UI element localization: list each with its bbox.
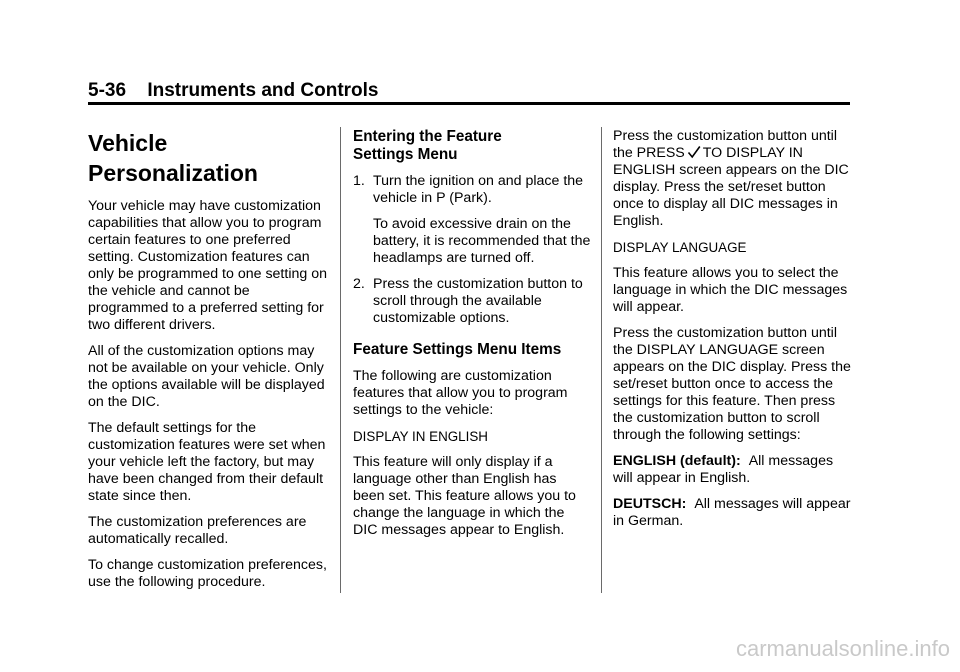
section-title: Instruments and Controls xyxy=(147,80,379,101)
list-item xyxy=(353,276,591,327)
paragraph: The default settings for the customization features were set when your vehicle left the factory, but may have been changed from their default state since then. xyxy=(88,420,326,504)
column-divider-1 xyxy=(340,127,341,593)
column-divider-2 xyxy=(601,127,602,593)
subheading-feature-settings-menu-items: Feature Settings Menu Items xyxy=(353,341,562,358)
list-item xyxy=(353,173,591,267)
paragraph: Your vehicle may have customization capabilities that allow you to program certain features to one preferred setting. Customization features can only be programmed to one setting on the vehicle and cannot be programmed to a preferred setting for two different drivers. xyxy=(88,198,327,333)
option-entry xyxy=(613,496,853,530)
procedure-list xyxy=(353,173,591,327)
step-text: Turn the ignition on and place the vehicle in P (Park). xyxy=(373,173,584,206)
paragraph: This feature will only display if a language other than English has been set. This feature allows you to change the language in which the DIC messages appear to English. xyxy=(353,454,576,538)
option-description: All messages will appear in German. xyxy=(613,496,851,529)
paragraph: All of the customization options may not be available on your vehicle. Only the options available will be displayed on the DIC. xyxy=(88,343,325,410)
option-entry xyxy=(613,453,853,487)
checkmark-icon xyxy=(687,145,701,159)
step-number: 1. xyxy=(353,173,365,189)
section-heading-vehicle-personalization xyxy=(88,128,330,188)
subheading-entering-feature-settings xyxy=(353,128,591,164)
step-text: Press the customization button to scroll through the available customizable options. xyxy=(373,276,583,326)
header-rule xyxy=(88,102,850,105)
page-number: 5-36 xyxy=(88,80,127,101)
paragraph: This feature allows you to select the language in which the DIC messages will appear. xyxy=(613,265,848,315)
item-label: DISPLAY IN ENGLISH xyxy=(353,429,488,444)
column-3 xyxy=(613,128,853,539)
heading-line-2: Personalization xyxy=(88,160,258,186)
paragraph: The following are customization features that allow you to program settings to the vehicle: xyxy=(353,368,568,418)
text-span: TO DISPLAY IN ENGLISH screen appears on the DIC display. Press the set/reset button once to display all DIC messages in English. xyxy=(613,145,849,229)
step-note: To avoid excessive drain on the battery, it is recommended that the headlamps are turned off. xyxy=(373,216,591,266)
subheading-line-2: Settings Menu xyxy=(353,146,458,163)
option-description: All messages will appear in English. xyxy=(613,453,834,486)
option-term: ENGLISH (default): xyxy=(613,453,741,469)
column-2 xyxy=(353,128,591,548)
paragraph xyxy=(613,128,853,230)
paragraph: To change customization preferences, use the following procedure. xyxy=(88,557,327,590)
column-1 xyxy=(88,128,330,600)
heading-line-1: Vehicle xyxy=(88,130,168,156)
watermark: carmanualsonline.info xyxy=(735,636,950,661)
option-term: DEUTSCH: xyxy=(613,496,687,512)
subheading-line-1: Entering the Feature xyxy=(353,128,502,145)
step-number: 2. xyxy=(353,276,365,292)
paragraph: The customization preferences are automatically recalled. xyxy=(88,514,307,547)
paragraph: Press the customization button until the DISPLAY LANGUAGE screen appears on the DIC display. Press the set/reset button once to access the settings for this feature. Then press the customization button to scroll through the following settings: xyxy=(613,325,851,443)
page-header xyxy=(88,80,850,102)
text-span: Press the customization button until the PRESS xyxy=(613,128,837,161)
item-label: DISPLAY LANGUAGE xyxy=(613,240,747,255)
